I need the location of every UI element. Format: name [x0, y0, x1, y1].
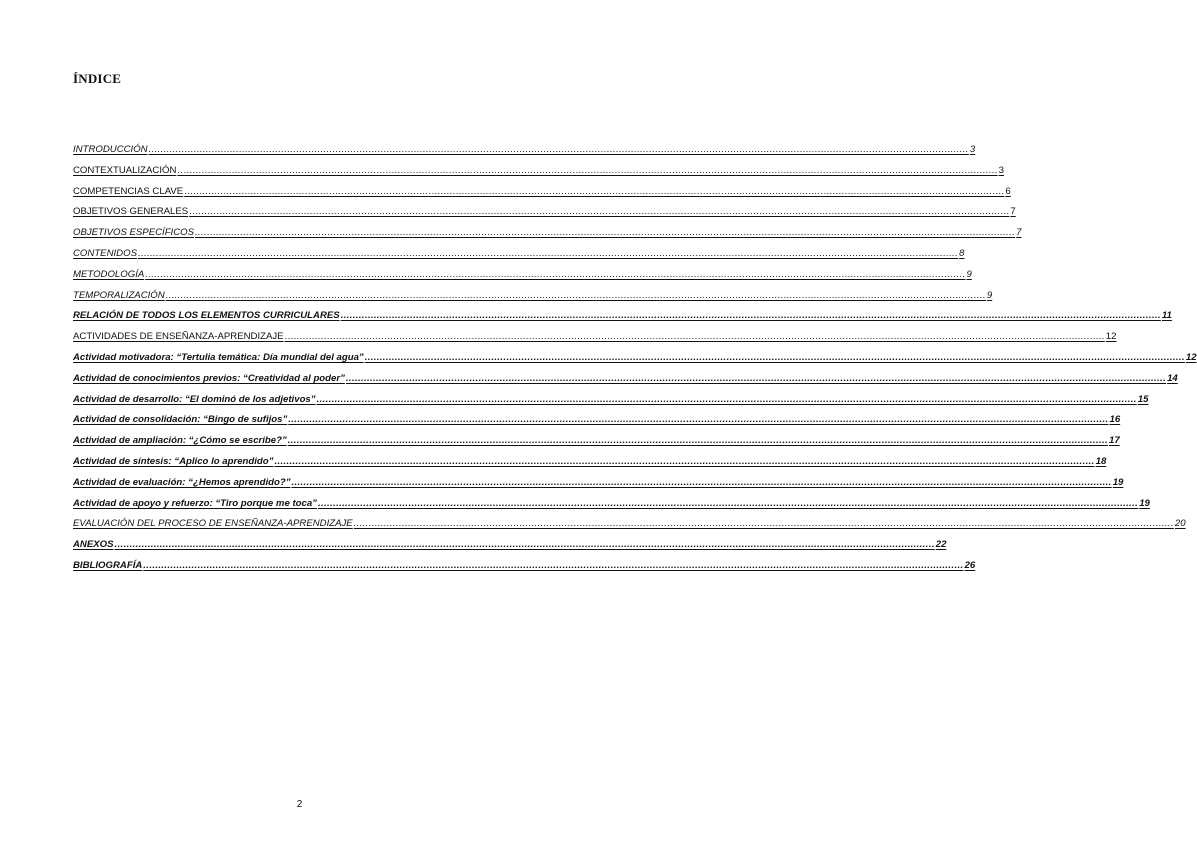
toc-entry[interactable]: [73, 289, 993, 311]
toc-entry-label: RELACIÓN DE TODOS LOS ELEMENTOS CURRICULARES: [73, 310, 340, 322]
toc-entry[interactable]: [73, 393, 1149, 415]
dot-leader: [177, 165, 997, 176]
toc-entry[interactable]: [73, 331, 1117, 352]
toc-entry[interactable]: [73, 518, 1186, 539]
toc-entry[interactable]: [73, 435, 1120, 456]
toc-entry-label: CONTEXTUALIZACIÓN: [73, 164, 177, 176]
toc-entry[interactable]: [73, 414, 1121, 435]
dot-leader: [292, 477, 1112, 488]
toc-entry-page: 12: [1105, 331, 1117, 343]
toc-entry-page: 6: [1005, 185, 1011, 197]
toc-entry-page: 14: [1167, 372, 1178, 384]
table-of-contents: [73, 144, 1197, 581]
dot-leader: [354, 518, 1174, 529]
toc-entry[interactable]: [73, 476, 1124, 498]
toc-entry-page: 3: [969, 144, 976, 155]
toc-entry-label: BIBLIOGRAFÍA: [73, 559, 143, 571]
toc-entry-label: Actividad de síntesis: “Aplico lo aprendido”: [73, 455, 274, 467]
dot-leader: [166, 290, 986, 301]
toc-entry-label: Actividad de conocimientos previos: “Creatividad al poder”: [73, 372, 345, 384]
dot-leader: [195, 227, 1015, 238]
toc-entry-page: 22: [935, 539, 947, 551]
toc-entry[interactable]: [73, 455, 1107, 477]
dot-leader: [138, 248, 958, 259]
dot-leader: [341, 310, 1161, 321]
toc-entry[interactable]: [73, 559, 976, 581]
toc-entry-page: 20: [1174, 518, 1186, 530]
page-number: 2: [296, 799, 303, 810]
toc-entry-page: 7: [1016, 227, 1022, 239]
dot-leader: [149, 144, 969, 155]
toc-entry-label: Actividad de ampliación: “¿Cómo se escribe?”: [73, 435, 287, 447]
toc-entry[interactable]: [73, 164, 1004, 186]
toc-entry[interactable]: [73, 185, 1011, 207]
toc-entry-label: EVALUACIÓN DEL PROCESO DE ENSEÑANZA-APRENDIZAJE: [73, 518, 353, 530]
toc-entry-label: Actividad motivadora: “Tertulia temática: Día mundial del agua”: [73, 351, 364, 363]
toc-entry-label: ANEXOS: [73, 539, 114, 551]
toc-entry[interactable]: [73, 247, 965, 269]
dot-leader: [318, 498, 1138, 509]
dot-leader: [184, 186, 1004, 197]
toc-entry[interactable]: [73, 268, 972, 290]
toc-entry-label: METODOLOGÍA: [73, 268, 145, 280]
dot-leader: [346, 373, 1166, 384]
toc-entry-label: ACTIVIDADES DE ENSEÑANZA-APRENDIZAJE: [73, 331, 284, 343]
toc-entry-page: 26: [964, 559, 976, 571]
toc-entry-page: 19: [1112, 476, 1124, 488]
toc-entry-page: 3: [998, 164, 1004, 176]
toc-entry-label: OBJETIVOS ESPECÍFICOS: [73, 227, 195, 239]
toc-entry-label: Actividad de desarrollo: “El dominó de los adjetivos”: [73, 393, 316, 405]
toc-entry-label: OBJETIVOS GENERALES: [73, 206, 189, 218]
toc-entry[interactable]: [73, 351, 1197, 373]
toc-entry-page: 15: [1137, 393, 1149, 405]
toc-entry-page: 19: [1139, 497, 1150, 509]
toc-entry-page: 9: [986, 289, 993, 301]
dot-leader: [274, 456, 1094, 467]
toc-entry[interactable]: [73, 144, 976, 165]
toc-entry-page: 8: [959, 247, 965, 259]
toc-entry[interactable]: [73, 539, 947, 560]
toc-entry-label: Actividad de consolidación: “Bingo de sufijos”: [73, 414, 288, 426]
toc-entry[interactable]: [73, 497, 1150, 519]
dot-leader: [145, 269, 965, 280]
toc-entry-label: Actividad de evaluación: “¿Hemos aprendido?”: [73, 476, 291, 488]
toc-entry-page: 9: [966, 268, 972, 280]
toc-entry-label: CONTENIDOS: [73, 247, 137, 259]
toc-entry-label: COMPETENCIAS CLAVE: [73, 185, 184, 197]
toc-entry[interactable]: [73, 310, 1172, 331]
toc-entry-page: 17: [1108, 435, 1120, 447]
toc-entry-page: 18: [1095, 455, 1107, 467]
dot-leader: [288, 435, 1108, 446]
dot-leader: [189, 206, 1009, 217]
toc-entry[interactable]: [73, 372, 1178, 394]
dot-leader: [115, 539, 935, 550]
dot-leader: [365, 352, 1185, 363]
dot-leader: [317, 394, 1137, 405]
toc-entry[interactable]: [73, 227, 1022, 248]
toc-entry-label: Actividad de apoyo y refuerzo: “Tiro porque me toca”: [73, 497, 317, 509]
dot-leader: [143, 560, 963, 571]
toc-entry-page: 16: [1109, 414, 1121, 426]
toc-entry-page: 12: [1185, 351, 1197, 363]
dot-leader: [285, 331, 1105, 342]
toc-entry-label: TEMPORALIZACIÓN: [73, 289, 165, 301]
toc-entry-page: 7: [1010, 206, 1016, 218]
index-heading: ÍNDICE: [73, 71, 122, 86]
dot-leader: [288, 414, 1108, 425]
toc-entry-label: INTRODUCCIÓN: [73, 144, 148, 155]
toc-entry-page: 11: [1161, 310, 1172, 322]
toc-entry[interactable]: [73, 206, 1016, 227]
